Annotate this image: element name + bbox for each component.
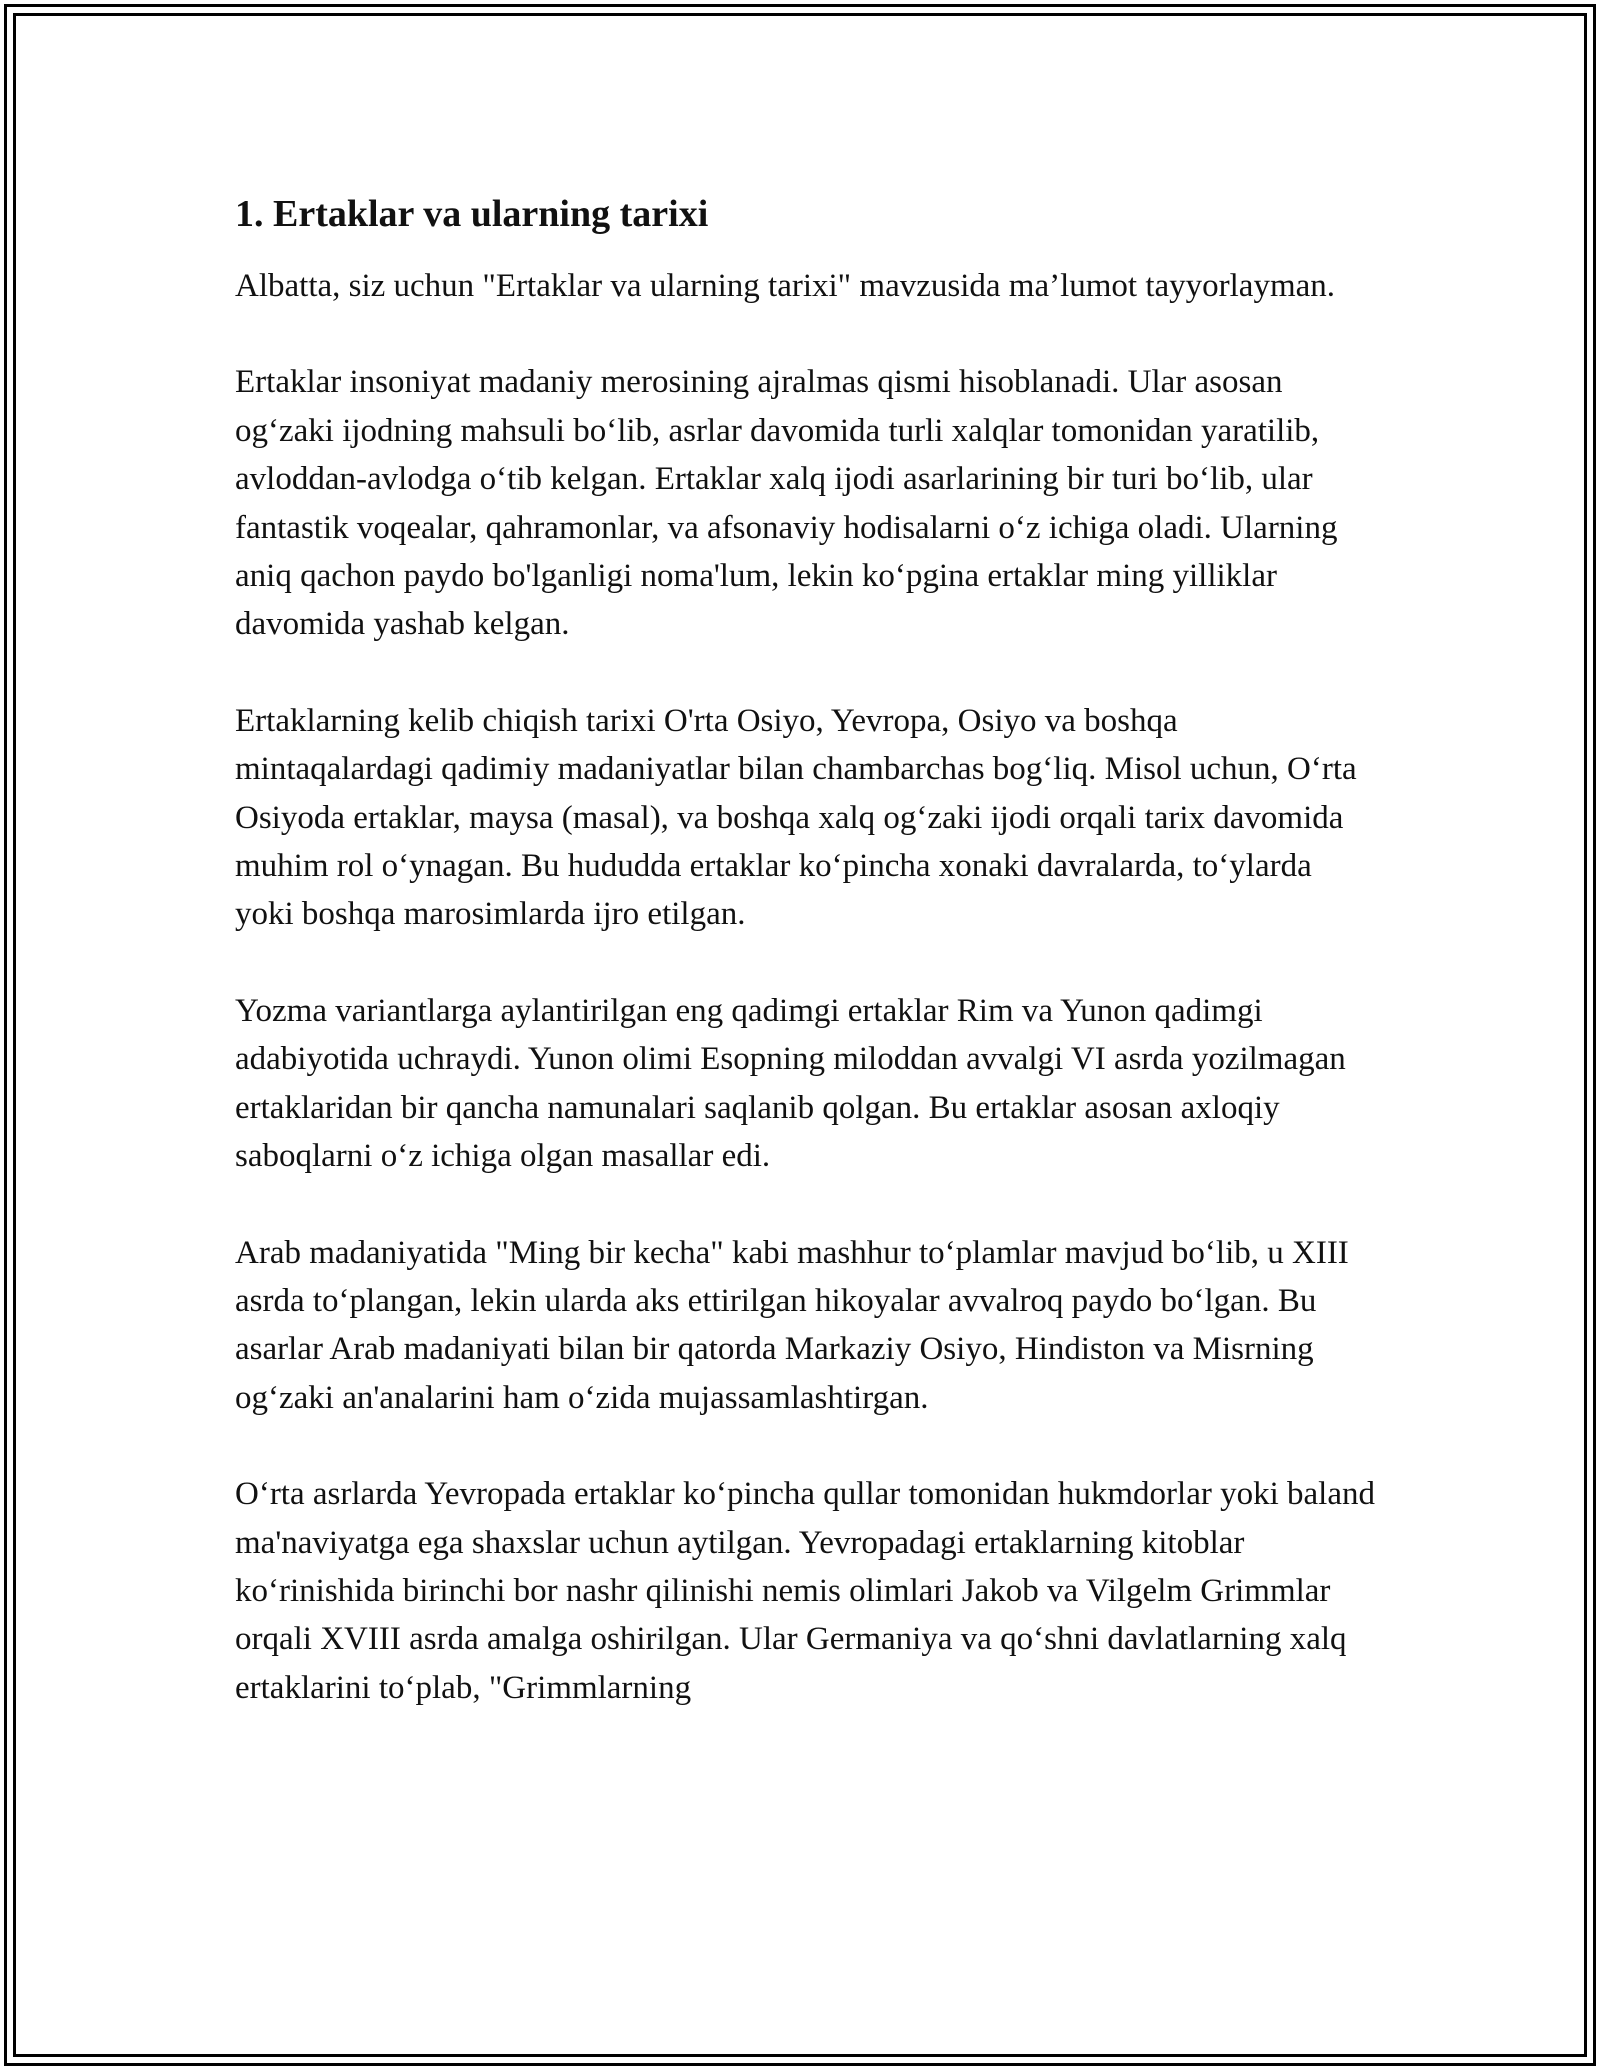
paragraph-arab-culture: Arab madaniyatida "Ming bir kecha" kabi mashhur to‘plamlar mavjud bo‘lib, u XIII asrda to‘plangan, lekin ularda aks ettirilgan hikoyalar avvalroq paydo bo‘lgan. Bu asarlar Arab madaniyati bilan bir qatorda Markaziy Osiyo, Hindiston va Misrning og‘zaki an'analarini ham o‘zida mujassamlashtirgan. (235, 1234, 1349, 1416)
paragraph-intro: Albatta, siz uchun "Ertaklar va ularning tarixi" mavzusida ma’lumot tayyorlayman. (235, 268, 1336, 304)
document-body (235, 186, 1375, 1760)
paragraph-definition: Ertaklar insoniyat madaniy merosining ajralmas qismi hisoblanadi. Ular asosan og‘zaki ijodning mahsuli bo‘lib, asrlar davomida turli xalqlar tomonidan yaratilib, avloddan-avlodga o‘tib kelgan. Ertaklar xalq ijodi asarlarining bir turi bo‘lib, ular fantastik voqealar, qahramonlar, va afsonaviy hodisalarni o‘z ichiga oladi. Ularning aniq qachon paydo bo'lganligi noma'lum, lekin ko‘pgina ertaklar ming yilliklar davomida yashab kelgan. (235, 364, 1338, 643)
paragraph-origins: Ertaklarning kelib chiqish tarixi O'rta Osiyo, Yevropa, Osiyo va boshqa mintaqalardagi qadimiy madaniyatlar bilan chambarchas bog‘liq. Misol uchun, O‘rta Osiyoda ertaklar, maysa (masal), va boshqa xalq og‘zaki ijodi orqali tarix davomida muhim rol o‘ynagan. Bu hududda ertaklar ko‘pincha xonaki davralarda, to‘ylarda yoki boshqa marosimlarda ijro etilgan. (235, 702, 1357, 933)
paragraph-ancient-written: Yozma variantlarga aylantirilgan eng qadimgi ertaklar Rim va Yunon qadimgi adabiyotida uchraydi. Yunon olimi Esopning miloddan avvalgi VI asrda yozilmagan ertaklaridan bir qancha namunalari saqlanib qolgan. Bu ertaklar asosan axloqiy saboqlarni o‘z ichiga olgan masallar edi. (235, 992, 1346, 1175)
section-heading: 1. Ertaklar va ularning tarixi (235, 193, 709, 235)
paragraph-medieval-europe: O‘rta asrlarda Yevropada ertaklar ko‘pincha qullar tomonidan hukmdorlar yoki baland ma'naviyatga ega shaxslar uchun aytilgan. Yevropadagi ertaklarning kitoblar ko‘rinishida birinchi bor nashr qilinishi nemis olimlari Jakob va Vilgelm Grimmlar orqali XVIII asrda amalga oshirilgan. Ular Germaniya va qo‘shni davlatlarning xalq ertaklarini to‘plab, "Grimmlarning (235, 1476, 1375, 1706)
